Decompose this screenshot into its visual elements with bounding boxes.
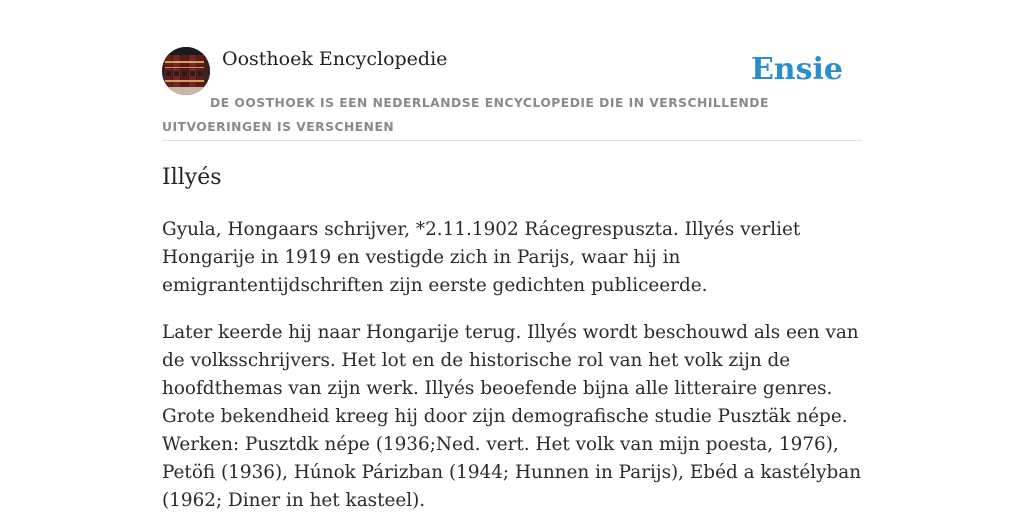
entry-paragraph: Gyula, Hongaars schrijver, *2.11.1902 Rácegrespuszta. Illyés verliet Hongarije in 1919 en vestigde zich in Parijs, waar hij in emigrantentijdschriften zijn eerste gedichten publiceerde. — [162, 219, 801, 296]
source-description: DE OOSTHOEK IS EEN NEDERLANDSE ENCYCLOPEDIE DIE IN VERSCHILLENDE UITVOERINGEN IS VERSCHENEN — [162, 96, 769, 134]
source-title[interactable]: Oosthoek Encyclopedie — [222, 48, 448, 70]
encyclopedia-books-icon[interactable] — [162, 47, 210, 95]
ensie-logo[interactable]: Ensie — [750, 52, 843, 87]
entry-title: Illyés — [162, 165, 222, 190]
entry-paragraph: Later keerde hij naar Hongarije terug. Illyés wordt beschouwd als een van de volksschrijvers. Het lot en de historische rol van het volk zijn de hoofdthemas van zijn werk. Illyés beoefende bijna alle litteraire genres. Grote bekendheid kreeg hij door zijn demografische studie Pusztäk népe. Werken: Pusztdk népe (1936;Ned. vert. Het volk van mijn poesta, 1976), Petöfi (1936), Húnok Párizban (1944; Hunnen in Parijs), Ebéd a kastélyban (1962; Diner in het kasteel). — [162, 322, 862, 511]
source-header — [162, 46, 862, 141]
entry-body — [162, 216, 862, 512]
